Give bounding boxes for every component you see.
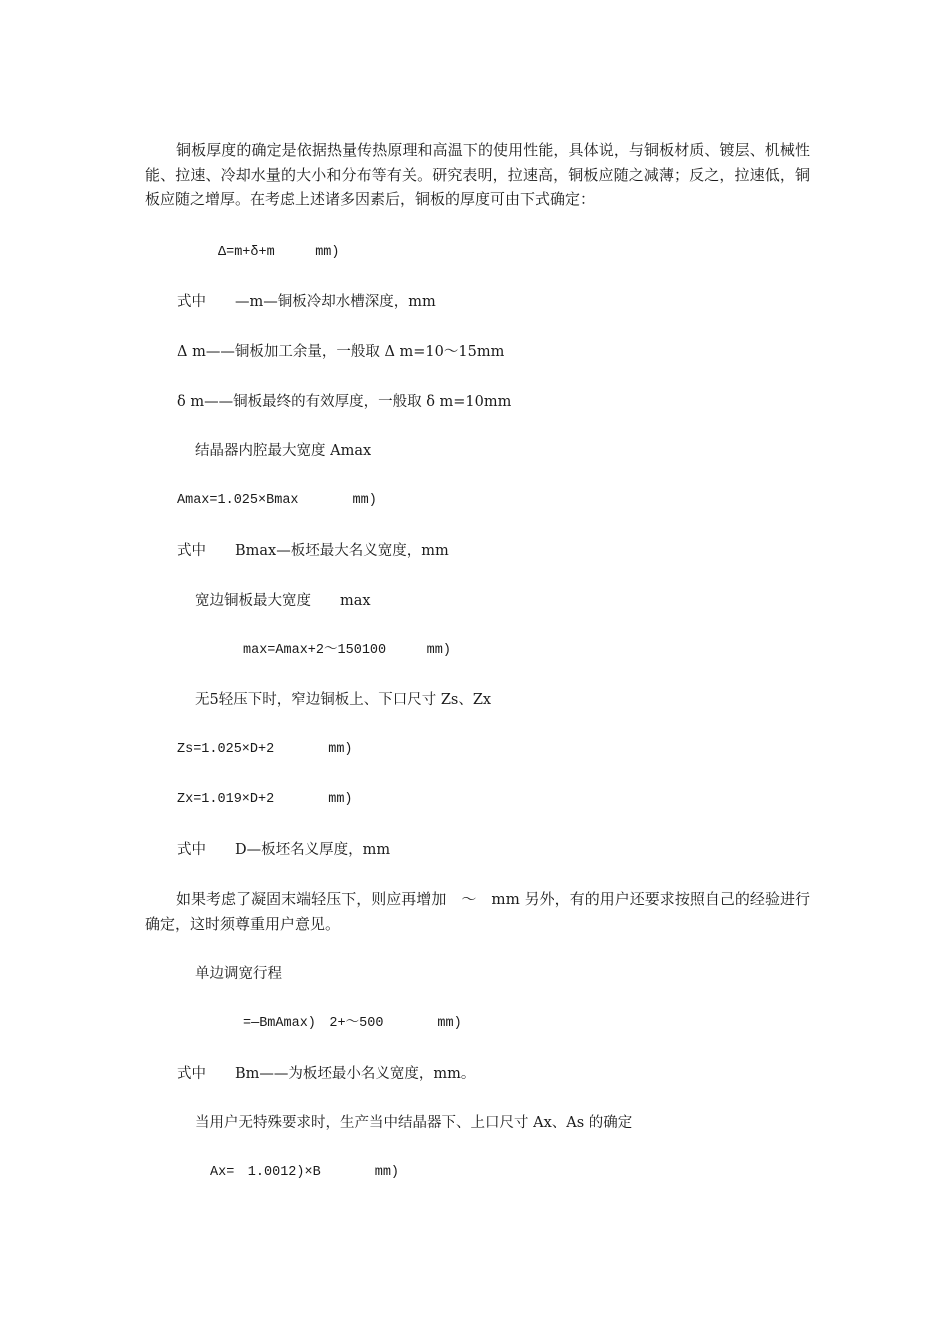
where-bm-definition: 式中 Bm——为板坯最小名义宽度，mm。 (177, 1066, 476, 1082)
soft-reduction-paragraph: 如果考虑了凝固末端轻压下，则应再增加 ～ mm 另外，有的用户还要求按照自己的经验进行确定，这时须尊重用户意见。 (145, 890, 810, 933)
amax-formula: Amax=1.025×Bmax mm) (177, 493, 377, 508)
where-d-definition: 式中 D—板坯名义厚度，mm (177, 842, 391, 858)
amax-heading: 结晶器内腔最大宽度 Amax (195, 443, 372, 459)
narrow-plate-heading: 无5轻压下时，窄边铜板上、下口尺寸 Zs、Zx (195, 692, 492, 708)
where-bmax-definition: 式中 Bmax—板坯最大名义宽度，mm (177, 543, 449, 559)
delta-m-definition: Δ m——铜板加工余量，一般取 Δ m=10～15mm (177, 344, 505, 360)
stroke-heading: 单边调宽行程 (195, 966, 282, 982)
zs-formula: Zs=1.025×D+2 mm) (177, 742, 353, 757)
sigma-m-definition: δ m——铜板最终的有效厚度，一般取 δ m=10mm (177, 394, 512, 410)
wide-plate-heading: 宽边铜板最大宽度 max (195, 593, 371, 609)
thickness-formula: Δ=m+δ+m mm) (218, 245, 340, 260)
where-m-definition: 式中 —m—铜板冷却水槽深度，mm (177, 294, 436, 310)
ax-as-heading: 当用户无特殊要求时，生产当中结晶器下、上口尺寸 Ax、As 的确定 (195, 1115, 633, 1131)
intro-paragraph: 铜板厚度的确定是依据热量传热原理和高温下的使用性能，具体说，与铜板材质、镀层、机械性能、拉速、冷却水量的大小和分布等有关。研究表明，拉速高，铜板应随之减薄；反之，拉速低，铜板应随之增厚。在考虑上述诸多因素后，铜板的厚度可由下式确定： (145, 141, 810, 208)
zx-formula: Zx=1.019×D+2 mm) (177, 792, 353, 807)
wide-plate-formula: max=Amax+2～150100 mm) (243, 643, 451, 658)
stroke-formula: =—BmAmax) 2+～500 mm) (243, 1016, 462, 1031)
ax-formula: Ax= 1.0012)×B mm) (210, 1165, 400, 1180)
